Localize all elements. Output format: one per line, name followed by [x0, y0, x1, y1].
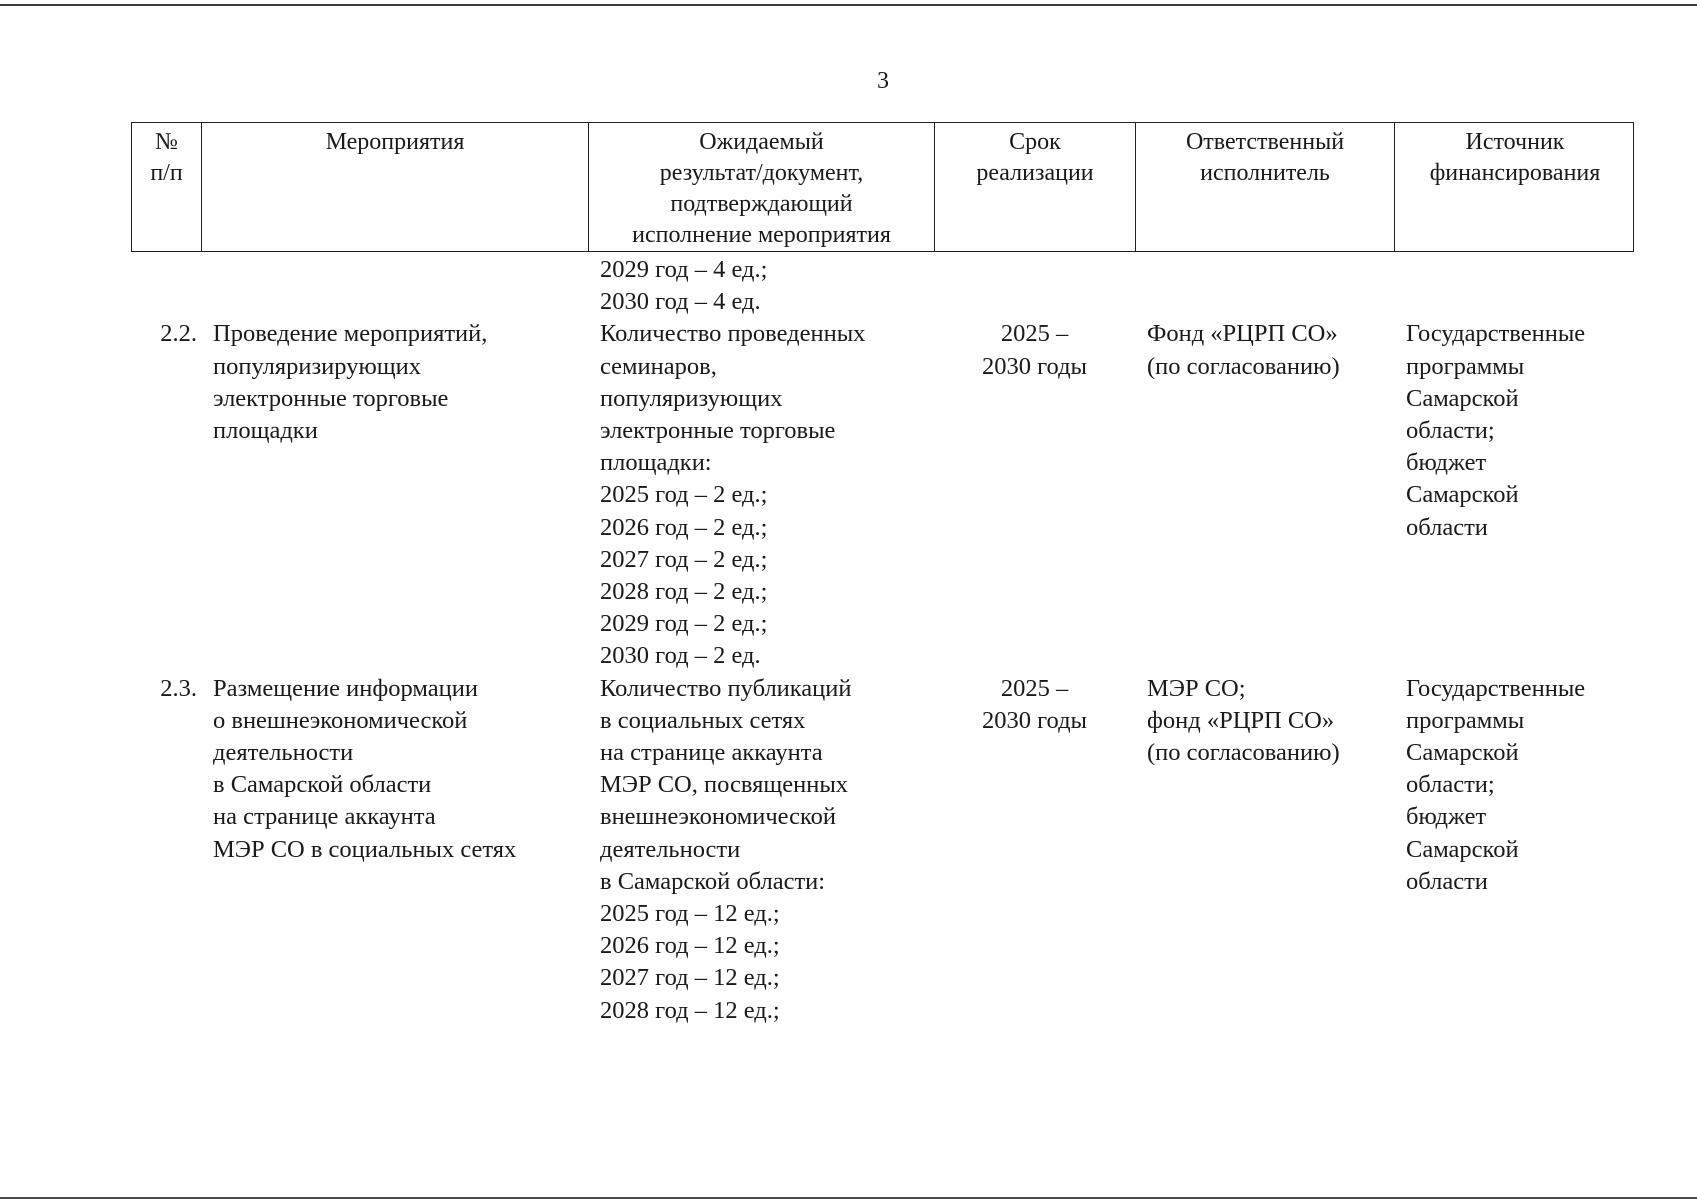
cell-line: 2029 год – 4 ед.;: [600, 256, 768, 283]
cell-line: (по согласованию): [1147, 739, 1340, 767]
cell-line: Самарской: [1406, 384, 1519, 412]
cell-line: области;: [1406, 417, 1495, 445]
cell-line: площадки: [213, 417, 318, 445]
header-responsible: [1136, 123, 1395, 251]
cell-term: [934, 318, 1135, 672]
header-line: финансирования: [1429, 160, 1601, 186]
header-line: подтверждающий: [670, 191, 853, 217]
scan-edge-bottom: [0, 1197, 1697, 1199]
cell-line: МЭР СО в социальных сетях: [213, 835, 517, 863]
cell-number: 2.2.: [160, 320, 197, 348]
table-header: [131, 122, 1634, 252]
cell-event: [201, 673, 588, 1027]
header-line: Ожидаемый: [699, 129, 824, 155]
cell-line: 2025 год – 2 ед.;: [600, 481, 768, 509]
cell-line: на странице аккаунта: [600, 739, 823, 767]
cell-number: 2.3.: [160, 674, 197, 702]
cell-line: бюджет: [1406, 449, 1487, 477]
cell-source: [1394, 673, 1634, 1027]
cell-result: [588, 254, 934, 318]
header-line: Источник: [1465, 129, 1565, 155]
cell-line: Проведение мероприятий,: [213, 320, 488, 348]
cell-line: в социальных сетях: [600, 706, 806, 734]
header-event: [202, 123, 589, 251]
cell-line: деятельности: [213, 739, 354, 767]
header-source: [1395, 123, 1635, 251]
table-row: [131, 673, 1634, 1027]
cell-line: МЭР СО, посвященных: [600, 771, 849, 799]
cell-line: Самарской: [1406, 739, 1519, 767]
cell-line: Самарской: [1406, 835, 1519, 863]
cell-source: [1394, 318, 1634, 672]
cell-line: 2030 год – 4 ед.: [600, 288, 761, 316]
cell-line: 2029 год – 2 ед.;: [600, 610, 768, 638]
cell-line: площадки:: [600, 449, 712, 477]
cell-line: (по согласованию): [1147, 352, 1340, 380]
cell-line: популяризующих: [600, 384, 783, 412]
cell-line: 2030 годы: [981, 352, 1088, 380]
header-line: результат/документ,: [659, 160, 864, 186]
header-line: п/п: [150, 160, 183, 186]
cell-line: Размещение информации: [213, 674, 478, 702]
cell-result: [588, 673, 934, 1027]
cell-line: 2026 год – 2 ед.;: [600, 513, 768, 541]
scan-edge-top: [0, 4, 1697, 6]
table-row: [131, 318, 1634, 672]
cell-line: в Самарской области:: [600, 867, 826, 895]
header-number: [132, 123, 202, 251]
header-line: исполнение мероприятия: [632, 222, 891, 248]
cell-line: Фонд «РЦРП СО»: [1147, 320, 1338, 348]
cell-line: 2027 год – 12 ед.;: [600, 964, 780, 992]
cell-line: семинаров,: [600, 352, 717, 380]
cell-line: МЭР СО;: [1147, 674, 1246, 702]
cell-line: на странице аккаунта: [213, 803, 436, 831]
cell-line: Государственные: [1406, 674, 1586, 702]
cell-responsible: [1135, 318, 1394, 672]
cell-line: области;: [1406, 771, 1495, 799]
cell-line: электронные торговые: [600, 417, 836, 445]
cell-line: фонд «РЦРП СО»: [1147, 706, 1335, 734]
cell-line: популяризирующих: [213, 352, 421, 380]
header-line: Ответственный: [1185, 129, 1345, 155]
cell-line: Количество публикаций: [600, 674, 852, 702]
cell-line: электронные торговые: [213, 384, 449, 412]
cell-line: области: [1406, 513, 1488, 541]
cell-line: программы: [1406, 352, 1525, 380]
cell-result: [588, 318, 934, 672]
cell-responsible: [1135, 673, 1394, 1027]
table-row-continuation: [131, 254, 1634, 318]
cell-line: о внешнеэкономической: [213, 706, 468, 734]
cell-line: в Самарской области: [213, 771, 432, 799]
cell-line: 2030 годы: [981, 706, 1088, 734]
cell-line: 2025 –: [1000, 320, 1069, 348]
cell-line: 2028 год – 2 ед.;: [600, 578, 768, 606]
header-line: Срок: [1009, 129, 1061, 155]
cell-line: деятельности: [600, 835, 741, 863]
cell-line: программы: [1406, 706, 1525, 734]
cell-event: [201, 318, 588, 672]
cell-term: [934, 673, 1135, 1027]
header-line: исполнитель: [1200, 160, 1330, 186]
cell-line: 2028 год – 12 ед.;: [600, 996, 780, 1024]
page-number: 3: [877, 68, 889, 94]
cell-line: 2027 год – 2 ед.;: [600, 545, 768, 573]
header-line: №: [155, 129, 178, 155]
cell-line: 2030 год – 2 ед.: [600, 642, 761, 670]
cell-line: Количество проведенных: [600, 320, 866, 348]
cell-line: Государственные: [1406, 320, 1586, 348]
cell-line: 2025 год – 12 ед.;: [600, 900, 780, 928]
cell-line: области: [1406, 867, 1488, 895]
cell-line: 2026 год – 12 ед.;: [600, 932, 780, 960]
cell-line: внешнеэкономической: [600, 803, 837, 831]
header-line: реализации: [976, 160, 1094, 186]
header-term: [935, 123, 1136, 251]
measures-table: [131, 122, 1634, 1027]
header-line: Мероприятия: [325, 129, 465, 155]
cell-line: бюджет: [1406, 803, 1487, 831]
cell-line: Самарской: [1406, 481, 1519, 509]
cell-line: 2025 –: [1000, 674, 1069, 702]
header-result: [589, 123, 935, 251]
